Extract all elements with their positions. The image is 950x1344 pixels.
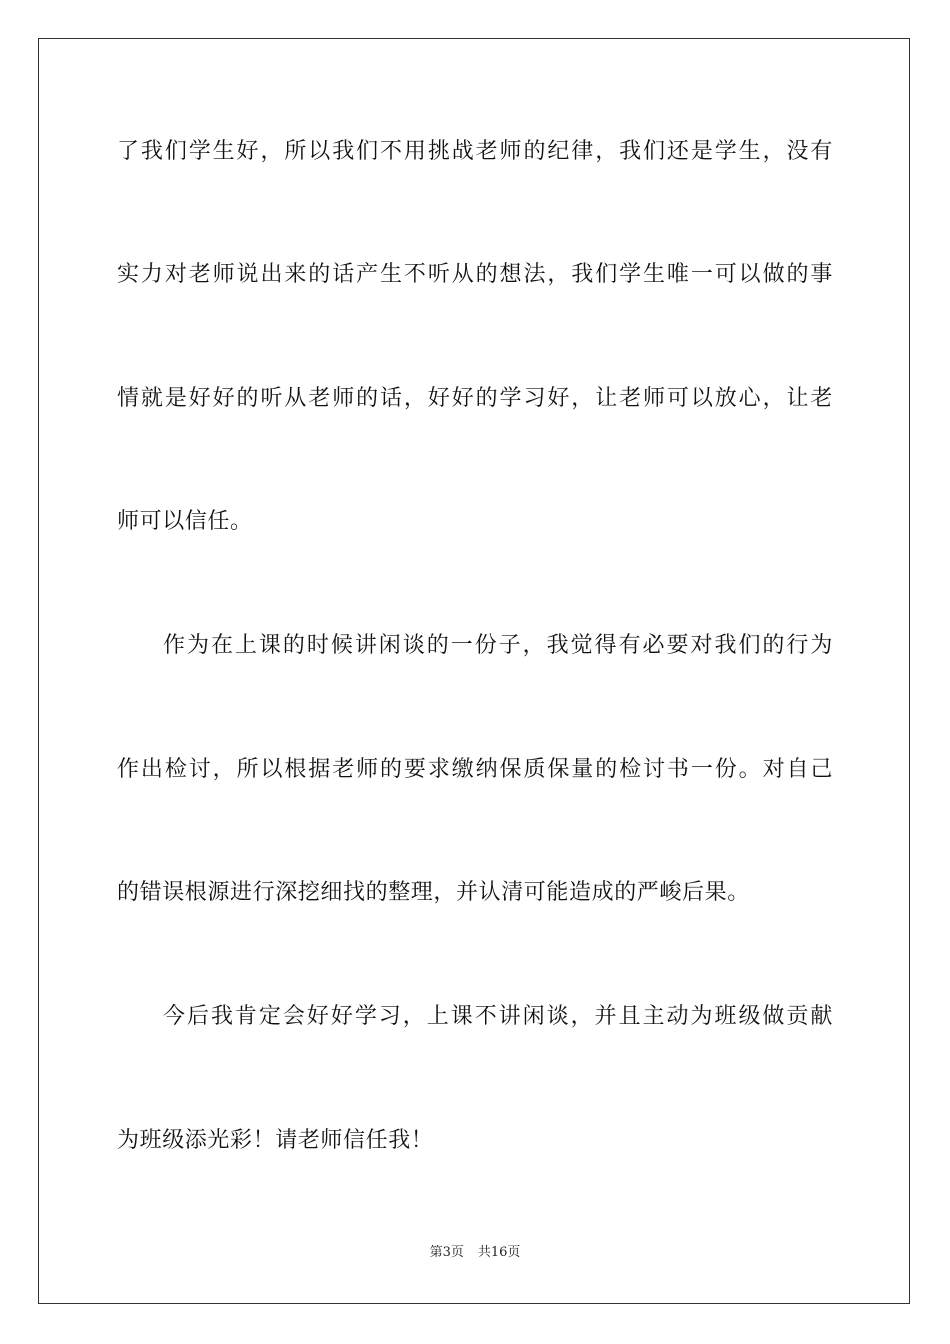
body-text-line: 师可以信任。 (117, 509, 253, 534)
page-number: 第3页 (429, 1245, 464, 1260)
paragraph-start-line: 今后我肯定会好好学习，上课不讲闲谈，并且主动为班级做贡献 (163, 1004, 833, 1029)
body-text-line: 了我们学生好，所以我们不用挑战老师的纪律，我们还是学生，没有 (117, 139, 833, 164)
page-total: 共16页 (477, 1245, 521, 1260)
body-text-line: 的错误根源进行深挖细找的整理，并认清可能造成的严峻后果。 (117, 880, 750, 905)
page-footer (0, 1245, 950, 1261)
page-border (38, 38, 910, 1304)
body-text-line: 情就是好好的听从老师的话，好好的学习好，让老师可以放心，让老 (117, 386, 833, 411)
paragraph-start-line: 作为在上课的时候讲闲谈的一份子，我觉得有必要对我们的行为 (163, 633, 833, 658)
body-text-line: 作出检讨，所以根据老师的要求缴纳保质保量的检讨书一份。对自己 (117, 757, 833, 782)
body-text-line: 实力对老师说出来的话产生不听从的想法，我们学生唯一可以做的事 (117, 262, 833, 287)
body-text-line: 为班级添光彩！请老师信任我！ (117, 1128, 434, 1153)
